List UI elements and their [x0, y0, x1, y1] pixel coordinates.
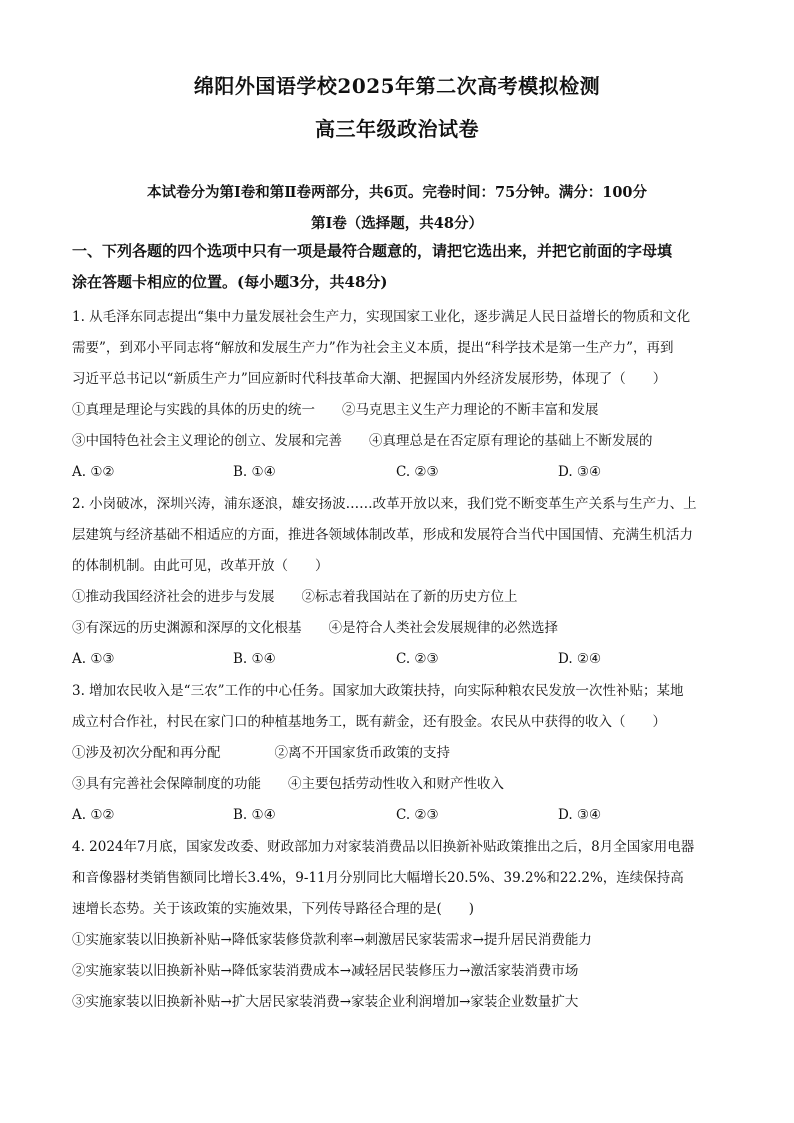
- q4-path-1: ①实施家装以旧换新补贴→降低家装修贷款利率→刺激居民家装需求→提升居民消费能力: [72, 932, 592, 948]
- q2-option-c[interactable]: C. ②③: [396, 651, 439, 667]
- q2-stem-line-1: 2. 小岗破冰，深圳兴涛，浦东逐浪，雄安扬波……改革开放以来，我们党不断变革生产关系与生产力、上: [72, 496, 697, 512]
- q4-path-2: ②实施家装以旧换新补贴→降低家装消费成本→减轻居民装修压力→激活家装消费市场: [72, 963, 579, 979]
- q3-option-c[interactable]: C. ②③: [396, 807, 439, 823]
- q1-option-c[interactable]: C. ②③: [396, 464, 439, 480]
- q1-option-a[interactable]: A. ①②: [72, 464, 115, 480]
- q2-stem-line-2: 层建筑与经济基础不相适应的方面，推进各领域体制改革，形成和发展符合当代中国国情、充满生机活力: [72, 527, 693, 543]
- q2-stem-line-3: 的体制机制。由此可见，改革开放（ ）: [72, 558, 329, 574]
- q4-stem-line-2: 和音像器材类销售额同比增长3.4%，9-11月分别同比大幅增长20.5%、39.2%和22.2%，连续保持高: [72, 870, 684, 886]
- q1-option-b[interactable]: B. ①④: [233, 464, 276, 480]
- q3-items-3-4: ③具有完善社会保障制度的功能 ④主要包括劳动性收入和财产性收入: [72, 776, 504, 792]
- q1-items-1-2: ①真理是理论与实践的具体的历史的统一 ②马克思主义生产力理论的不断丰富和发展: [72, 402, 599, 418]
- q1-stem-line-3: 习近平总书记以“新质生产力”回应新时代科技革命大潮、把握国内外经济发展形势，体现了（ ）: [72, 371, 667, 387]
- q4-path-3: ③实施家装以旧换新补贴→扩大居民家装消费→家装企业利润增加→家装企业数量扩大: [72, 994, 579, 1010]
- q3-option-b[interactable]: B. ①④: [233, 807, 276, 823]
- q1-option-d[interactable]: D. ③④: [558, 464, 602, 480]
- q3-option-d[interactable]: D. ③④: [558, 807, 602, 823]
- q3-stem-line-2: 成立村合作社，村民在家门口的种植基地务工，既有薪金，还有股金。农民从中获得的收入（ ）: [72, 714, 666, 730]
- q2-option-a[interactable]: A. ①③: [72, 651, 115, 667]
- q3-option-a[interactable]: A. ①②: [72, 807, 115, 823]
- exam-info: 本试卷分为第Ⅰ卷和第Ⅱ卷两部分，共6页。完卷时间：75分钟。满分：100分: [146, 184, 648, 201]
- q1-stem-line-2: 需要”，到邓小平同志将“解放和发展生产力”作为社会主义本质，提出“科学技术是第一生产力”，再到: [72, 340, 674, 356]
- q4-stem-line-3: 速增长态势。关于该政策的实施效果，下列传导路径合理的是( ): [72, 901, 475, 917]
- q2-option-b[interactable]: B. ①④: [233, 651, 276, 667]
- section-instruction: [72, 236, 732, 298]
- exam-subtitle: 高三年级政治试卷: [315, 117, 479, 141]
- exam-title: 绵阳外国语学校2025年第二次高考模拟检测: [193, 74, 601, 98]
- instruction-line-2: 涂在答题卡相应的位置。(每小题3分，共48分): [72, 273, 388, 291]
- q3-items-1-2: ①涉及初次分配和再分配 ②离不开国家货币政策的支持: [72, 745, 450, 761]
- q4-stem-line-1: 4. 2024年7月底，国家发改委、财政部加力对家装消费品以旧换新补贴政策推出之后，8月全国家用电器: [72, 839, 695, 855]
- instruction-line-1: 一、下列各题的四个选项中只有一项是最符合题意的，请把它选出来，并把它前面的字母填: [72, 242, 673, 260]
- q2-option-d[interactable]: D. ②④: [558, 651, 602, 667]
- q3-stem-line-1: 3. 增加农民收入是“三农”工作的中心任务。国家加大政策扶持，向实际种粮农民发放一次性补贴；某地: [72, 683, 684, 699]
- q1-items-3-4: ③中国特色社会主义理论的创立、发展和完善 ④真理总是在否定原有理论的基础上不断发展的: [72, 433, 653, 449]
- q1-stem-line-1: 1. 从毛泽东同志提出“集中力量发展社会生产力，实现国家工业化，逐步满足人民日益增长的物质和文化: [72, 309, 691, 325]
- q2-items-3-4: ③有深远的历史渊源和深厚的文化根基 ④是符合人类社会发展规律的必然选择: [72, 620, 558, 636]
- q2-items-1-2: ①推动我国经济社会的进步与发展 ②标志着我国站在了新的历史方位上: [72, 589, 518, 605]
- part-title: 第Ⅰ卷（选择题，共48分）: [311, 215, 483, 232]
